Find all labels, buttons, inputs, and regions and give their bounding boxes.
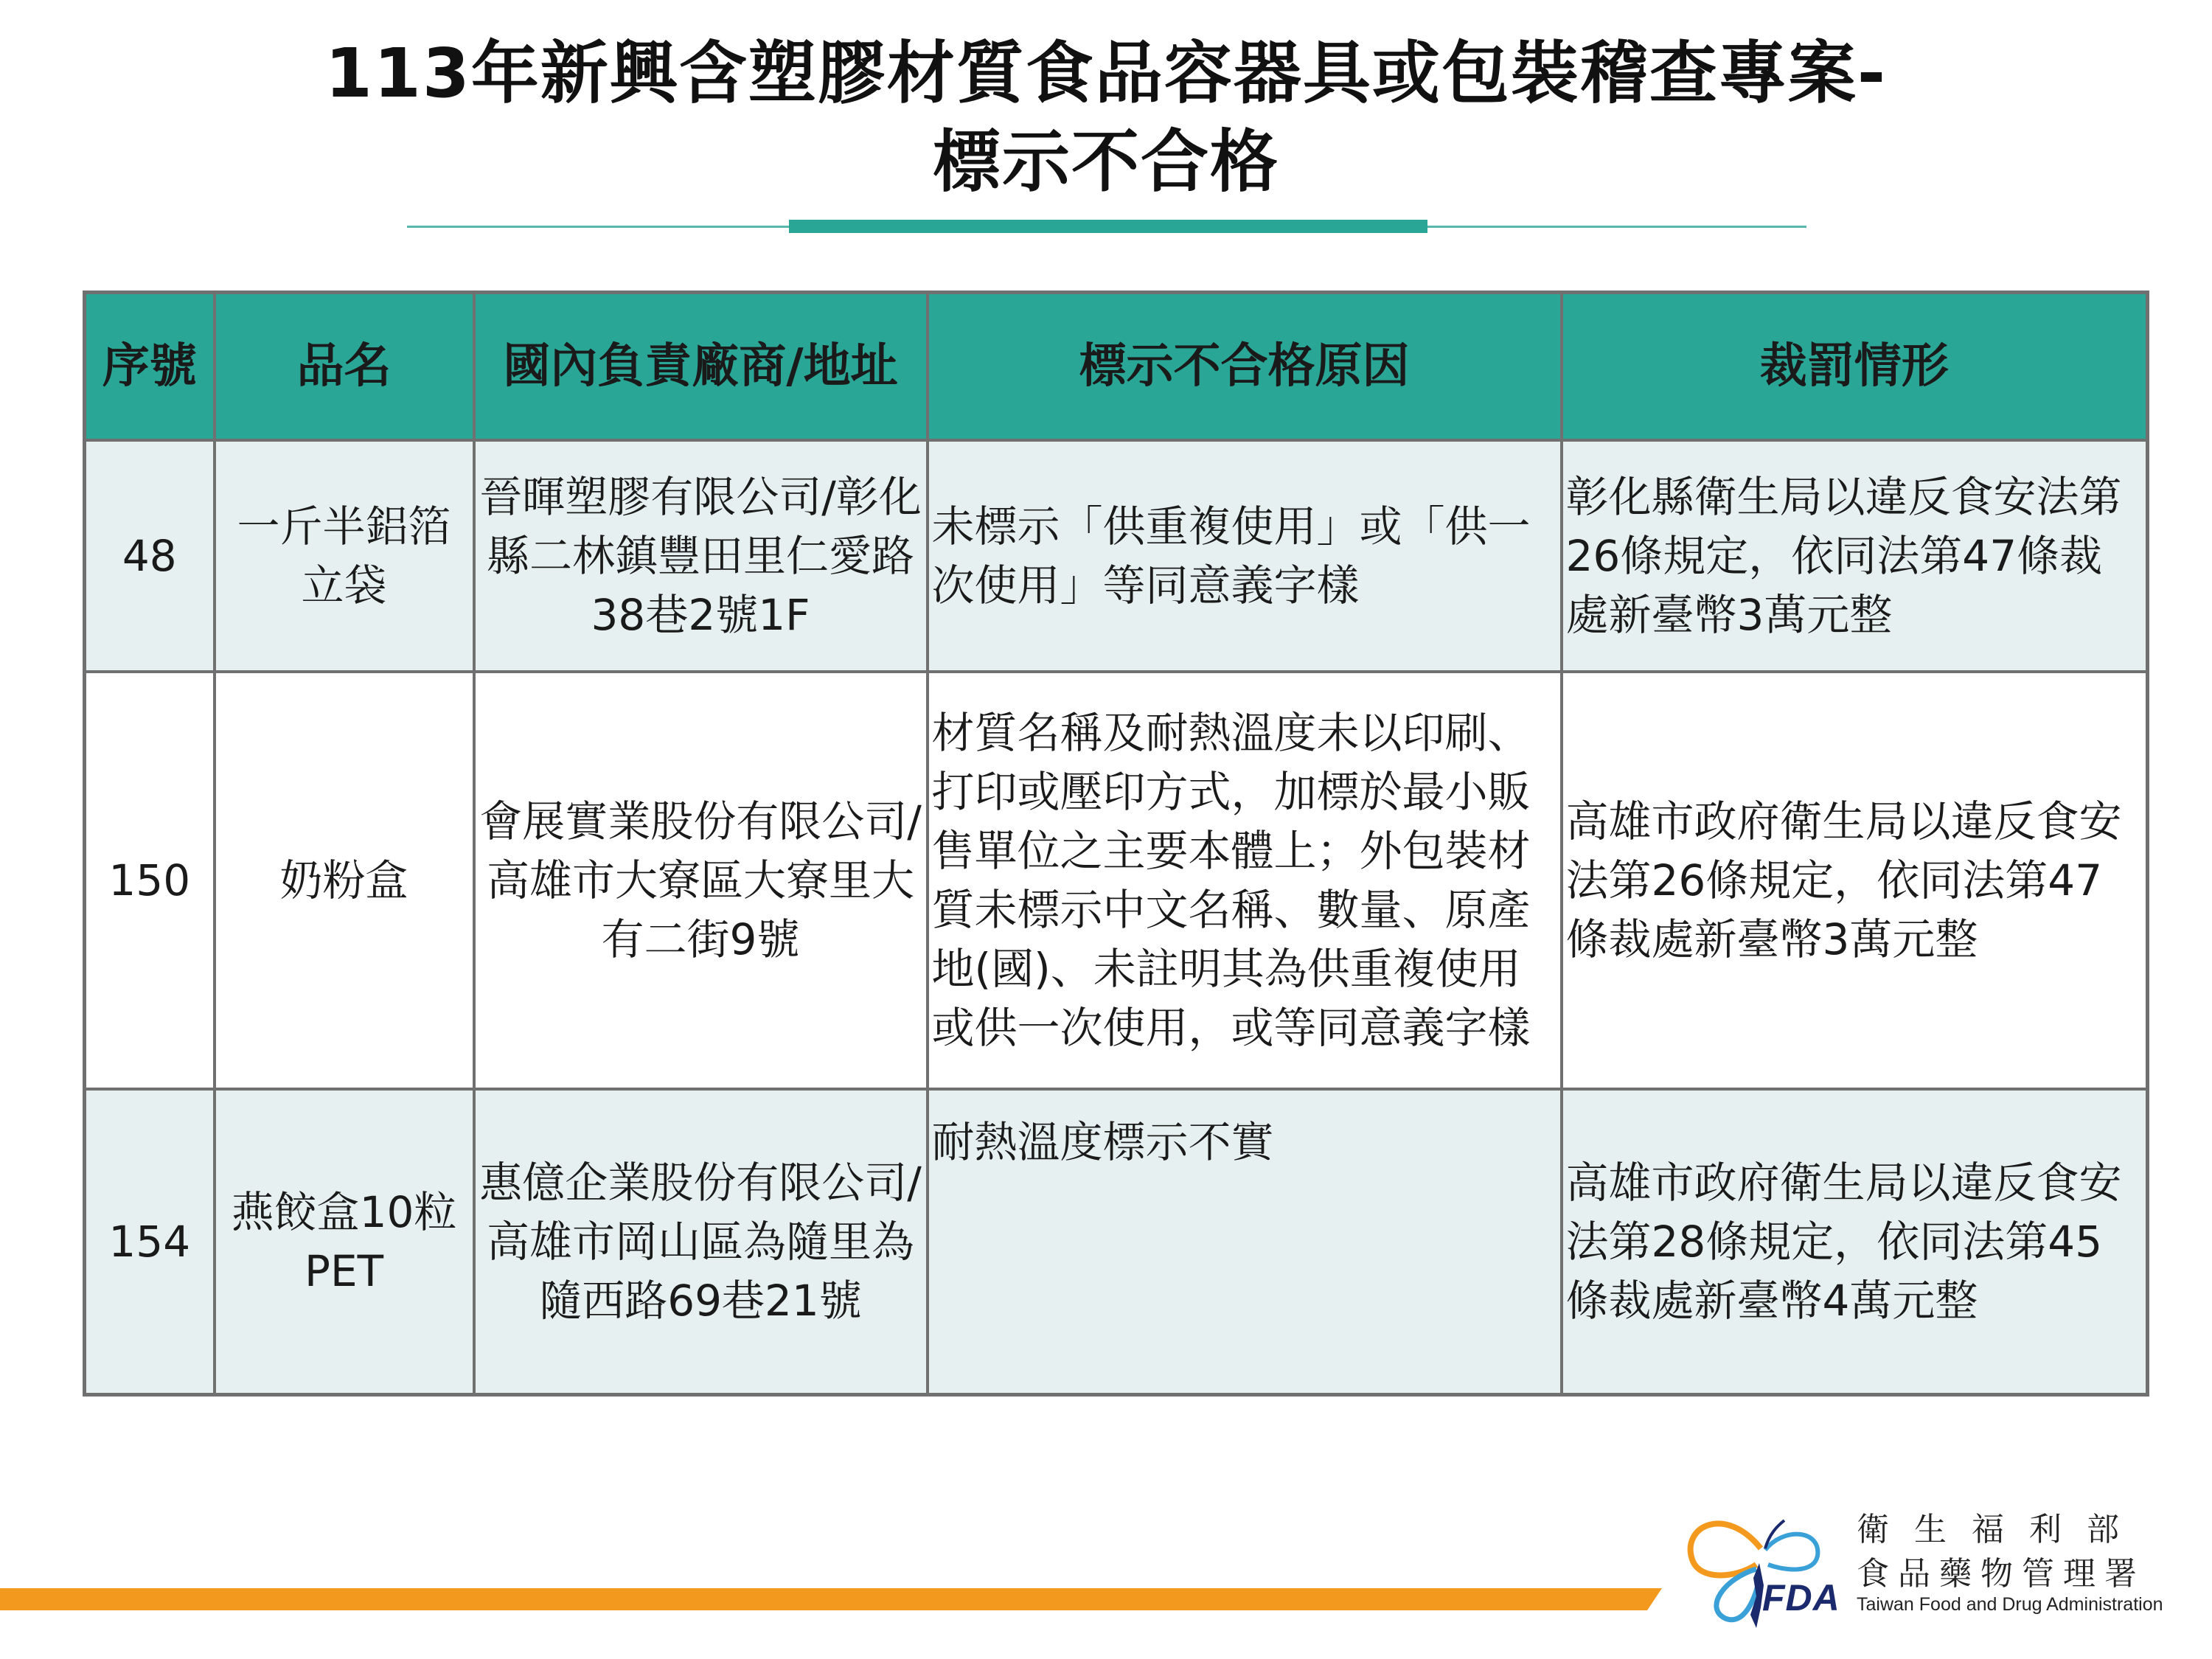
cell-product-name: 一斤半鋁箔立袋 — [215, 440, 474, 672]
cell-product-name: 燕餃盒10粒PET — [215, 1089, 474, 1395]
header-product-name: 品名 — [215, 293, 474, 441]
title-line-1: 113年新興含塑膠材質食品容器具或包裝稽查專案- — [324, 34, 1888, 113]
org-name-ministry: 衛生福利部 — [1857, 1511, 2144, 1548]
cell-penalty: 高雄市政府衛生局以違反食安法第28條規定，依同法第45條裁處新臺幣4萬元整 — [1562, 1089, 2148, 1395]
cell-vendor-address: 會展實業股份有限公司/高雄市大寮區大寮里大有二街9號 — [474, 672, 928, 1089]
cell-penalty: 高雄市政府衛生局以違反食安法第26條規定，依同法第47條裁處新臺幣3萬元整 — [1562, 672, 2148, 1089]
table-header-row — [85, 293, 2148, 441]
cell-violation-reason: 未標示「供重複使用」或「供一次使用」等同意義字樣 — [928, 440, 1562, 672]
table-row — [85, 672, 2148, 1089]
fda-logo — [1674, 1497, 2190, 1644]
footer-accent-bar-tip — [1647, 1588, 1662, 1610]
header-violation-reason: 標示不合格原因 — [928, 293, 1562, 441]
cell-violation-reason: 材質名稱及耐熱溫度未以印刷、打印或壓印方式，加標於最小販售單位之主要本體上；外包裝材質未標示中文名稱、數量、原產地(國)、未註明其為供重複使用或供一次使用，或等同意義字樣 — [928, 672, 1562, 1089]
org-name-english: Taiwan Food and Drug Administration — [1857, 1594, 2163, 1615]
org-name-agency: 食品藥物管理署 — [1857, 1555, 2146, 1593]
header-vendor-address: 國內負責廠商/地址 — [474, 293, 928, 441]
cell-vendor-address: 惠億企業股份有限公司/高雄市岡山區為隨里為隨西路69巷21號 — [474, 1089, 928, 1395]
cell-penalty: 彰化縣衛生局以違反食安法第26條規定，依同法第47條裁處新臺幣3萬元整 — [1562, 440, 2148, 672]
header-serial-no: 序號 — [85, 293, 215, 441]
butterfly-icon — [1674, 1497, 1851, 1644]
fda-logo-text: FDA — [1762, 1577, 1840, 1618]
title-line-2: 標示不合格 — [932, 122, 1279, 201]
cell-serial-no: 154 — [85, 1089, 215, 1395]
footer-accent-bar — [0, 1588, 1647, 1610]
cell-vendor-address: 晉暉塑膠有限公司/彰化縣二林鎮豐田里仁愛路38巷2號1F — [474, 440, 928, 672]
page-title — [0, 29, 2212, 206]
header-penalty: 裁罰情形 — [1562, 293, 2148, 441]
table-row — [85, 1089, 2148, 1395]
cell-violation-reason: 耐熱溫度標示不實 — [928, 1089, 1562, 1395]
cell-product-name: 奶粉盒 — [215, 672, 474, 1089]
cell-serial-no: 48 — [85, 440, 215, 672]
violations-table — [83, 291, 2149, 1397]
title-divider-accent — [789, 220, 1427, 233]
cell-serial-no: 150 — [85, 672, 215, 1089]
table-row — [85, 440, 2148, 672]
